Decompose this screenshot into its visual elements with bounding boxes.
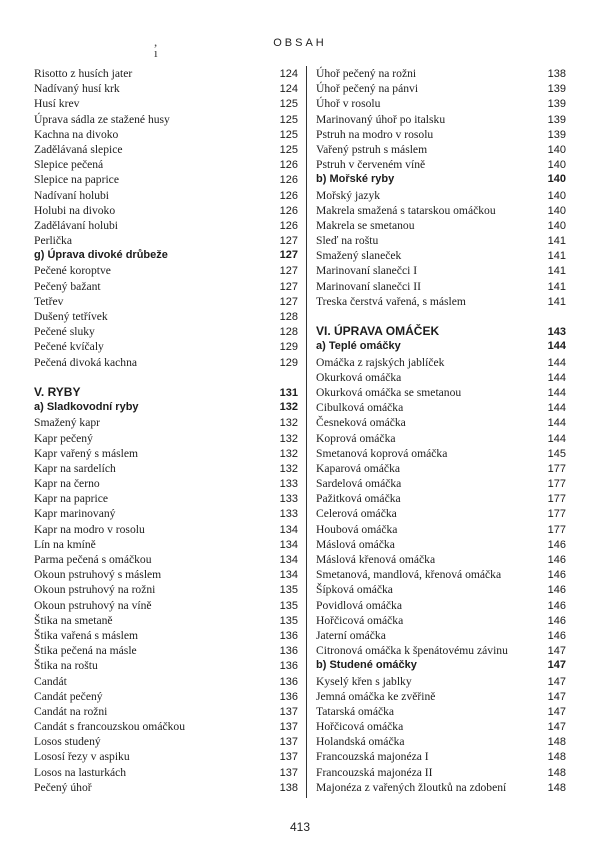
entry-title: Losos studený [34,735,101,749]
entry-title: Kapr na černo [34,477,100,491]
toc-entry [316,628,566,643]
entry-page: 127 [279,295,298,308]
toc-entry [34,81,298,96]
entry-title: Pažitková omáčka [316,492,401,506]
toc-entry [316,157,566,172]
toc-entry [316,749,566,764]
toc-entry [316,506,566,521]
entry-title: Jemná omáčka ke zvěřině [316,689,436,703]
toc-entry [34,112,298,127]
toc-heading [34,248,298,263]
entry-title: Lososí řezy v aspiku [34,750,130,764]
entry-title: Francouzská majonéza I [316,750,429,764]
entry-page: 144 [547,340,566,353]
entry-page: 144 [547,356,566,369]
toc-entry [316,567,566,582]
toc-entry [316,461,566,476]
toc-entry [316,598,566,613]
toc-entry [316,370,566,385]
entry-title: Kyselý křen s jablky [316,674,412,688]
toc-entry [34,339,298,354]
entry-page: 177 [547,462,566,475]
entry-title: g) Úprava divoké drůbeže [34,249,168,262]
toc-entry [316,582,566,597]
toc-entry [316,613,566,628]
entry-page: 129 [279,356,298,369]
entry-title: Štika vařená s máslem [34,628,138,642]
column-divider [306,66,307,798]
entry-title: Slepice pečená [34,158,104,172]
entry-title: Kachna na divoko [34,127,119,141]
entry-page: 133 [279,493,298,506]
entry-page: 147 [547,705,566,718]
entry-page: 132 [279,447,298,460]
entry-page: 135 [279,614,298,627]
toc-entry [316,279,566,294]
entry-page: 147 [547,659,566,672]
entry-page: 146 [547,554,566,566]
toc-entry [316,674,566,689]
entry-title: Makrela se smetanou [316,218,415,232]
entry-title: Hořčicová omáčka [316,720,404,734]
entry-page: 139 [547,98,566,111]
spacer [316,309,566,324]
entry-title: Okurková omáčka se smetanou [316,385,462,399]
toc-entry [34,263,298,278]
entry-page: 146 [547,629,566,642]
toc-entry [316,96,566,111]
entry-title: Máslová omáčka [316,537,395,551]
toc-entry [34,324,298,339]
entry-page: 147 [547,721,566,734]
toc-heading [316,658,566,673]
entry-title: Kaparová omáčka [316,461,401,475]
entry-page: 125 [279,98,298,111]
entry-title: VI. ÚPRAVA OMÁČEK [316,324,440,339]
toc-entry [316,765,566,780]
entry-title: Pečený úhoř [34,780,92,794]
entry-title: Parma pečená s omáčkou [34,553,152,566]
toc-entry [34,567,298,582]
toc-entry [34,643,298,658]
entry-page: 148 [547,736,566,749]
toc-entry [316,294,566,309]
entry-page: 177 [547,523,566,536]
entry-page: 135 [279,584,298,597]
toc-entry [316,431,566,446]
entry-page: 141 [547,235,566,248]
toc-entry [316,689,566,704]
toc-entry [34,96,298,111]
entry-title: Tatarská omáčka [316,704,395,718]
entry-page: 127 [279,249,298,262]
entry-title: Smetanová, mandlová, křenová omáčka [316,568,502,582]
toc-heading [34,385,298,400]
entry-title: Pečená divoká kachna [34,355,138,369]
entry-page: 143 [547,326,566,339]
entry-title: Zadělávaná slepice [34,142,123,156]
entry-page: 131 [279,386,298,399]
toc-entry [316,188,566,203]
entry-title: Losos na lasturkách [34,765,127,779]
entry-page: 126 [279,189,298,202]
entry-title: Candát na rožni [34,704,108,718]
entry-page: 133 [279,508,298,521]
toc-entry [34,628,298,643]
entry-title: Mořský jazyk [316,188,381,202]
entry-page: 144 [547,371,566,384]
entry-page: 132 [279,432,298,445]
entry-page: 137 [279,766,298,779]
toc-entry [316,643,566,658]
entry-page: 139 [547,83,566,96]
entry-page: 125 [279,143,298,156]
entry-page: 145 [547,447,566,460]
entry-title: Pečené koroptve [34,264,111,278]
toc-entry [316,112,566,127]
entry-title: Okurková omáčka [316,370,402,384]
entry-title: Cibulková omáčka [316,401,404,415]
toc-entry [34,765,298,780]
toc-entry [34,734,298,749]
entry-title: Okoun pstruhový na víně [34,598,152,612]
entry-title: Kapr vařený s máslem [34,446,138,460]
entry-page: 139 [547,128,566,141]
entry-title: Pstruh v červeném víně [316,158,426,172]
entry-page: 140 [547,173,566,186]
entry-page: 146 [547,614,566,627]
entry-title: Štika pečená na másle [34,644,137,658]
toc-entry [34,506,298,521]
entry-page: 126 [279,174,298,187]
entry-page: 126 [279,204,298,217]
toc-entry [34,552,298,567]
toc-entry [34,127,298,142]
toc-entry [34,613,298,628]
toc-entry [34,704,298,719]
toc-heading [316,172,566,187]
entry-title: Majonéza z vařených žloutků na zdobení [316,780,507,794]
toc-entry [316,719,566,734]
entry-title: Candát pečený [34,689,103,703]
entry-page: 136 [279,690,298,703]
entry-title: Úhoř v rosolu [316,97,381,111]
page-number: 413 [289,820,311,834]
toc-heading [316,339,566,354]
entry-page: 148 [547,751,566,764]
entry-page: 146 [547,584,566,597]
entry-title: Nadívaný husí krk [34,82,120,96]
toc-entry [34,294,298,309]
toc-entry [34,157,298,172]
entry-page: 140 [547,143,566,156]
entry-title: Pečený bažant [34,279,101,293]
entry-page: 135 [279,599,298,612]
entry-title: b) Mořské ryby [316,173,395,186]
entry-page: 132 [279,417,298,430]
entry-page: 146 [547,599,566,612]
entry-page: 137 [279,721,298,734]
entry-title: Kapr na paprice [34,492,109,506]
entry-page: 126 [279,219,298,232]
entry-title: Nadívaní holubi [34,188,110,202]
entry-page: 125 [279,128,298,141]
entry-title: Štika na roštu [34,659,98,673]
entry-title: V. RYBY [34,384,81,399]
entry-title: Perlička [34,234,72,248]
entry-page: 146 [547,538,566,551]
entry-page: 138 [547,68,566,80]
entry-title: Pstruh na modro v rosolu [316,127,434,141]
entry-title: Kapr na sardelích [34,461,116,475]
entry-page: 140 [547,159,566,172]
entry-page: 134 [279,538,298,551]
entry-title: Úhoř pečený na rožni [316,67,417,80]
entry-title: Máslová křenová omáčka [316,553,436,566]
toc-entry [34,355,298,370]
entry-title: Úprava sádla ze stažené husy [34,112,170,126]
toc-entry [34,522,298,537]
entry-page: 144 [547,386,566,399]
toc-entry [316,203,566,218]
toc-entry [34,233,298,248]
toc-entry [316,127,566,142]
entry-title: Hořčicová omáčka [316,613,404,627]
entry-title: Risotto z husích jater [34,67,133,80]
entry-title: Smetanová koprová omáčka [316,446,448,460]
entry-title: Dušený tetřívek [34,310,108,323]
entry-page: 141 [547,295,566,308]
toc-entry [34,749,298,764]
entry-page: 177 [547,508,566,521]
entry-page: 148 [547,766,566,779]
entry-title: Marinovaný úhoř po italsku [316,112,446,126]
toc-entry [316,400,566,415]
toc-entry [316,537,566,552]
entry-page: 147 [547,675,566,688]
entry-page: 144 [547,402,566,415]
toc-entry [34,203,298,218]
toc-entry [34,719,298,734]
entry-page: 127 [279,235,298,248]
toc-left-column [34,66,298,795]
toc-entry [34,689,298,704]
toc-entry [316,66,566,81]
toc-entry [316,734,566,749]
entry-title: Omáčka z rajských jablíček [316,355,445,369]
entry-page: 147 [547,690,566,703]
entry-page: 134 [279,569,298,582]
toc-heading [34,400,298,415]
entry-title: Kapr pečený [34,431,93,445]
entry-title: Houbová omáčka [316,522,398,536]
entry-page: 136 [279,675,298,688]
entry-page: 136 [279,629,298,642]
entry-page: 144 [547,432,566,445]
toc-entry [316,81,566,96]
entry-page: 140 [547,204,566,217]
entry-title: Marinovaní slanečci II [316,279,421,293]
entry-page: 146 [547,569,566,582]
entry-title: Smažený slaneček [316,249,402,263]
entry-page: 128 [279,326,298,339]
toc-entry [34,142,298,157]
toc-entry [316,233,566,248]
toc-entry [316,780,566,795]
entry-title: Celerová omáčka [316,507,397,521]
toc-entry [34,537,298,552]
toc-entry [34,582,298,597]
entry-page: 144 [547,417,566,430]
entry-page: 129 [279,341,298,354]
entry-title: Holubi na divoko [34,203,116,217]
entry-title: Francouzská majonéza II [316,765,433,779]
entry-title: a) Sladkovodní ryby [34,401,139,414]
entry-title: Šípková omáčka [316,583,393,597]
entry-title: Koprová omáčka [316,431,396,445]
entry-page: 132 [279,401,298,414]
toc-entry [316,248,566,263]
entry-title: Okoun pstruhový s máslem [34,568,162,582]
entry-page: 177 [547,478,566,491]
toc-entry [316,142,566,157]
toc-heading [316,324,566,339]
toc-entry [34,491,298,506]
entry-page: 147 [547,645,566,658]
toc-entry [316,704,566,719]
entry-title: Česneková omáčka [316,416,406,430]
entry-title: Povidlová omáčka [316,598,402,612]
entry-page: 134 [279,554,298,566]
toc-right-column [316,66,566,795]
entry-title: Sleď na roštu [316,234,379,248]
entry-page: 148 [547,781,566,794]
entry-title: Slepice na paprice [34,173,119,187]
entry-title: Úhoř pečený na pánvi [316,82,419,96]
entry-page: 177 [547,493,566,506]
toc-entry [34,188,298,203]
entry-title: Marinovaní slanečci I [316,264,418,278]
toc-entry [34,476,298,491]
entry-page: 136 [279,660,298,673]
entry-page: 141 [547,250,566,263]
toc-entry [316,385,566,400]
entry-page: 137 [279,736,298,749]
page-header: OBSAH [273,37,327,49]
toc-entry [34,309,298,324]
entry-page: 132 [279,462,298,475]
toc-entry [34,461,298,476]
entry-title: Zadělávaní holubi [34,218,119,232]
entry-title: Candát [34,674,67,688]
entry-title: Husí krev [34,97,80,111]
entry-title: Treska čerstvá vařená, s máslem [316,294,466,308]
entry-title: Makrela smažená s tatarskou omáčkou [316,203,496,217]
entry-page: 136 [279,645,298,658]
entry-page: 139 [547,113,566,126]
toc-entry [316,263,566,278]
entry-title: Lín na kmíně [34,537,96,551]
toc-entry [34,415,298,430]
toc-entry [316,476,566,491]
entry-page: 138 [279,781,298,794]
entry-title: Candát s francouzskou omáčkou [34,720,185,734]
entry-page: 141 [547,280,566,293]
entry-page: 124 [279,68,298,80]
toc-entry [34,674,298,689]
entry-title: Tetřev [34,294,64,308]
entry-title: Okoun pstruhový na rožni [34,583,156,597]
entry-page: 127 [279,265,298,278]
entry-title: Pečené kvíčaly [34,340,104,354]
entry-page: 133 [279,478,298,491]
entry-title: Pečené sluky [34,325,95,339]
entry-title: Kapr na modro v rosolu [34,522,145,536]
toc-entry [34,172,298,187]
entry-page: 140 [547,189,566,202]
toc-entry [34,658,298,673]
toc-entry [316,522,566,537]
toc-entry [34,218,298,233]
toc-entry [34,431,298,446]
toc-entry [316,415,566,430]
entry-title: Holandská omáčka [316,735,405,749]
toc-entry [316,552,566,567]
toc-entry [34,446,298,461]
toc-entry [34,780,298,795]
spacer [34,370,298,385]
toc-entry [34,598,298,613]
entry-title: Citronová omáčka k špenátovému závinu [316,644,508,658]
entry-page: 140 [547,219,566,232]
entry-page: 124 [279,83,298,96]
entry-page: 141 [547,265,566,278]
toc-entry [316,355,566,370]
entry-page: 134 [279,523,298,536]
toc-entry [316,491,566,506]
entry-title: a) Teplé omáčky [316,340,401,353]
entry-title: Štika na smetaně [34,613,113,627]
toc-entry [34,279,298,294]
toc-entry [316,218,566,233]
entry-page: 137 [279,751,298,764]
entry-title: Kapr marinovaný [34,507,116,521]
entry-title: Vařený pstruh s máslem [316,142,428,156]
toc-entry [34,66,298,81]
entry-page: 125 [279,113,298,126]
margin-mark: , ı [154,34,158,60]
toc-entry [316,446,566,461]
entry-page: 137 [279,705,298,718]
entry-title: Jaterní omáčka [316,628,386,642]
entry-title: b) Studené omáčky [316,659,417,672]
entry-page: 126 [279,159,298,172]
entry-page: 127 [279,280,298,293]
entry-title: Smažený kapr [34,416,100,430]
entry-page: 128 [279,311,298,323]
entry-title: Sardelová omáčka [316,477,402,491]
